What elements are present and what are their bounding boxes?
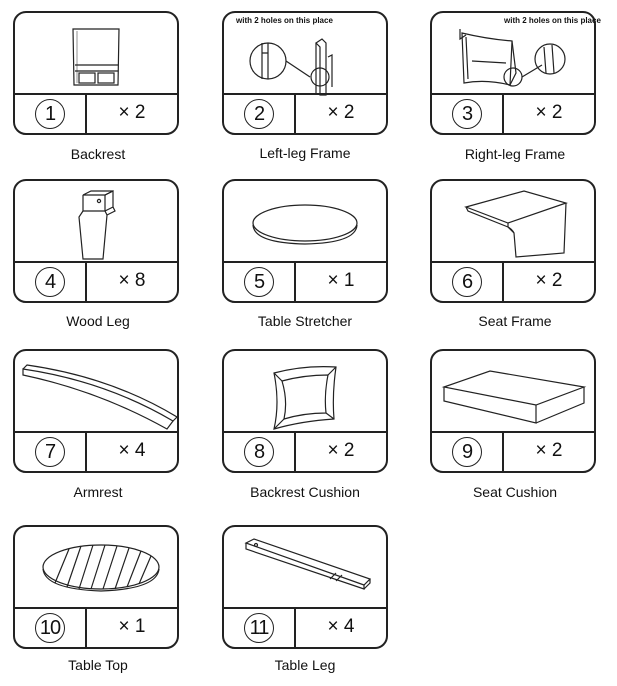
part-number-cell — [224, 609, 296, 647]
part-quantity: × 2 — [327, 102, 355, 123]
part-quantity: × 1 — [327, 270, 355, 291]
part-number: 9 — [452, 437, 482, 467]
part-card-left-leg-frame — [222, 11, 388, 135]
part-label-armrest: Armrest — [73, 484, 123, 500]
part-card-seat-cushion — [430, 349, 596, 473]
part-info-row — [432, 431, 594, 471]
part-card-table-leg — [222, 525, 388, 649]
part-quantity: × 2 — [535, 102, 563, 123]
part-number: 5 — [244, 267, 274, 297]
part-number-cell — [224, 433, 296, 471]
part-number-cell — [15, 95, 87, 133]
part-card-table-top — [13, 525, 179, 649]
part-quantity: × 2 — [118, 102, 146, 123]
part-label-seat-cushion: Seat Cushion — [472, 484, 558, 500]
part-note: with 2 holes on this place — [504, 16, 601, 25]
armrest-illustration — [15, 351, 177, 435]
part-number: 8 — [244, 437, 274, 467]
part-quantity: × 2 — [535, 440, 563, 461]
part-card-backrest — [13, 11, 179, 135]
part-number-cell — [432, 95, 504, 133]
part-label-wood-leg: Wood Leg — [66, 313, 130, 329]
part-label-backrest-cushion: Backrest Cushion — [250, 484, 360, 500]
part-label-seat-frame: Seat Frame — [478, 313, 552, 329]
part-number-cell — [224, 95, 296, 133]
part-label-table-leg: Table Leg — [274, 657, 336, 673]
part-quantity: × 2 — [535, 270, 563, 291]
part-card-right-leg-frame — [430, 11, 601, 135]
table-top-illustration — [15, 527, 177, 611]
part-info-row — [15, 93, 177, 133]
part-info-row — [432, 261, 594, 301]
part-quantity: × 4 — [327, 616, 355, 637]
backrest-cushion-illustration — [224, 351, 386, 435]
part-number-cell — [432, 433, 504, 471]
seat-cushion-illustration — [432, 351, 594, 435]
part-info-row — [224, 93, 386, 133]
part-card-wood-leg — [13, 179, 179, 303]
right-leg-frame-illustration — [432, 13, 594, 97]
part-label-right-leg-frame: Right-leg Frame — [464, 146, 566, 162]
part-info-row — [224, 261, 386, 301]
part-quantity: × 8 — [118, 270, 146, 291]
backrest-illustration — [15, 13, 177, 97]
seat-frame-illustration — [432, 181, 594, 265]
part-number: 1 — [35, 99, 65, 129]
part-number: 3 — [452, 99, 482, 129]
part-quantity: × 1 — [118, 616, 146, 637]
part-card-table-stretcher — [222, 179, 388, 303]
left-leg-frame-illustration — [224, 13, 386, 97]
table-leg-illustration — [224, 527, 386, 611]
part-number: 2 — [244, 99, 274, 129]
part-info-row — [432, 93, 594, 133]
part-number-cell — [15, 433, 87, 471]
part-info-row — [224, 431, 386, 471]
part-number: 7 — [35, 437, 65, 467]
part-number: 10 — [35, 613, 65, 643]
wood-leg-illustration — [15, 181, 177, 265]
part-number-cell — [15, 609, 87, 647]
part-quantity: × 4 — [118, 440, 146, 461]
part-number-cell — [432, 263, 504, 301]
part-label-table-stretcher: Table Stretcher — [257, 313, 353, 329]
part-label-left-leg-frame: Left-leg Frame — [259, 145, 351, 161]
part-label-backrest: Backrest — [70, 146, 126, 162]
part-number: 4 — [35, 267, 65, 297]
part-quantity: × 2 — [327, 440, 355, 461]
part-number-cell — [224, 263, 296, 301]
table-stretcher-illustration — [224, 181, 386, 265]
part-number-cell — [15, 263, 87, 301]
part-card-seat-frame — [430, 179, 596, 303]
part-info-row — [15, 261, 177, 301]
part-info-row — [15, 607, 177, 647]
part-card-armrest — [13, 349, 179, 473]
part-card-backrest-cushion — [222, 349, 388, 473]
part-info-row — [15, 431, 177, 471]
part-number: 11 — [244, 613, 274, 643]
part-label-table-top: Table Top — [68, 657, 128, 673]
part-info-row — [224, 607, 386, 647]
part-note: with 2 holes on this place — [236, 16, 333, 25]
part-number: 6 — [452, 267, 482, 297]
